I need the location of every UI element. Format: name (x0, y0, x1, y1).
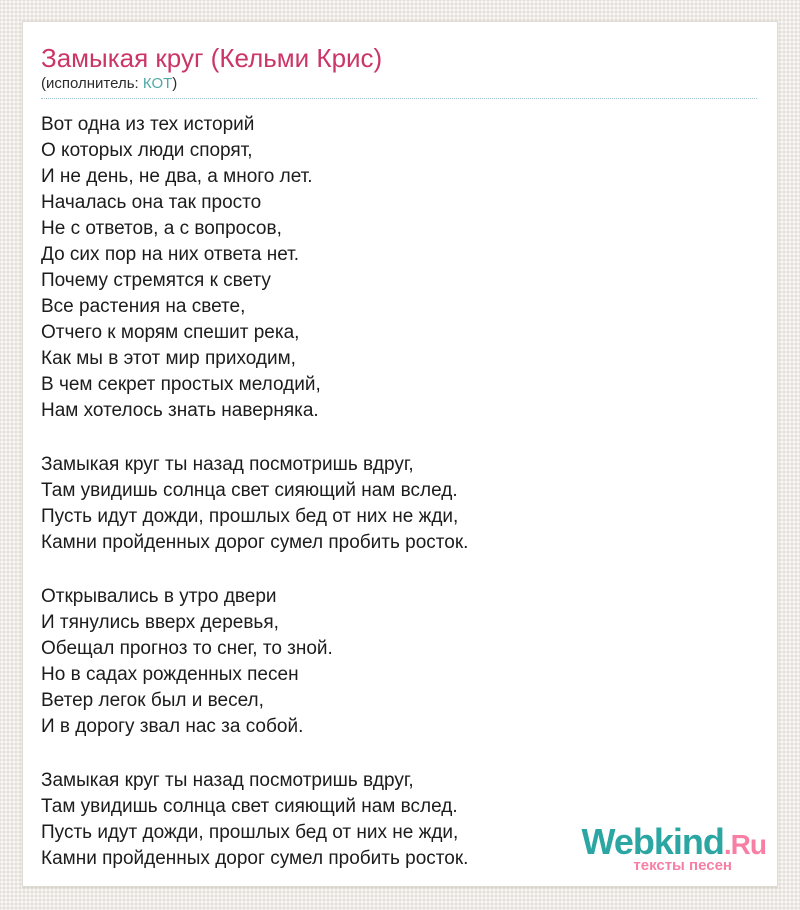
lyric-line: Камни пройденных дорог сумел пробить росток. (41, 532, 469, 553)
lyric-line: Пусть идут дожди, прошлых бед от них не жди, (41, 822, 459, 843)
artist-line (41, 75, 757, 93)
lyric-line: Там увидишь солнца свет сияющий нам вслед. (41, 480, 458, 501)
logo-name: Webkind (581, 821, 724, 862)
lyric-line: Началась она так просто (41, 192, 262, 213)
lyric-line: Ветер легок был и весел, (41, 690, 264, 711)
lyrics (41, 112, 757, 872)
lyric-line: О которых люди спорят, (41, 140, 253, 161)
lyric-line: Камни пройденных дорог сумел пробить росток. (41, 848, 469, 869)
lyric-line: Обещал прогноз то снег, то зной. (41, 638, 333, 659)
lyrics-sheet (22, 21, 778, 887)
lyric-line: До сих пор на них ответа нет. (41, 244, 300, 265)
song-title: Замыкая круг (Кельми Крис) (41, 43, 383, 73)
lyric-line: Отчего к морям спешит река, (41, 322, 300, 343)
logo-tagline: тексты песен (633, 857, 732, 874)
artist-prefix: (исполнитель: (41, 75, 143, 92)
lyric-line: Пусть идут дожди, прошлых бед от них не жди, (41, 506, 459, 527)
lyric-line: И не день, не два, а много лет. (41, 166, 313, 187)
lyric-line: Все растения на свете, (41, 296, 246, 317)
lyric-line: И тянулись вверх деревья, (41, 612, 279, 633)
lyric-line: Почему стремятся к свету (41, 270, 271, 291)
lyric-line: Нам хотелось знать наверняка. (41, 400, 319, 421)
lyric-line: Открывались в утро двери (41, 586, 277, 607)
lyric-line: Замыкая круг ты назад посмотришь вдруг, (41, 454, 414, 475)
logo-domain: .Ru (723, 829, 766, 860)
lyric-line: Как мы в этот мир приходим, (41, 348, 296, 369)
site-logo[interactable] (581, 821, 766, 874)
artist-suffix: ) (172, 75, 178, 92)
dotted-separator (41, 98, 757, 99)
lyric-line: Не с ответов, а с вопросов, (41, 218, 282, 239)
lyric-line: Там увидишь солнца свет сияющий нам вслед. (41, 796, 458, 817)
lyric-line: И в дорогу звал нас за собой. (41, 716, 304, 737)
stanza (41, 452, 757, 556)
stanza (41, 112, 757, 424)
lyric-line: В чем секрет простых мелодий, (41, 374, 321, 395)
stanza (41, 584, 757, 740)
lyric-line: Замыкая круг ты назад посмотришь вдруг, (41, 770, 414, 791)
lyric-line: Вот одна из тех историй (41, 114, 255, 135)
artist-link[interactable]: КОТ (142, 75, 173, 92)
lyric-line: Но в садах рожденных песен (41, 664, 299, 685)
